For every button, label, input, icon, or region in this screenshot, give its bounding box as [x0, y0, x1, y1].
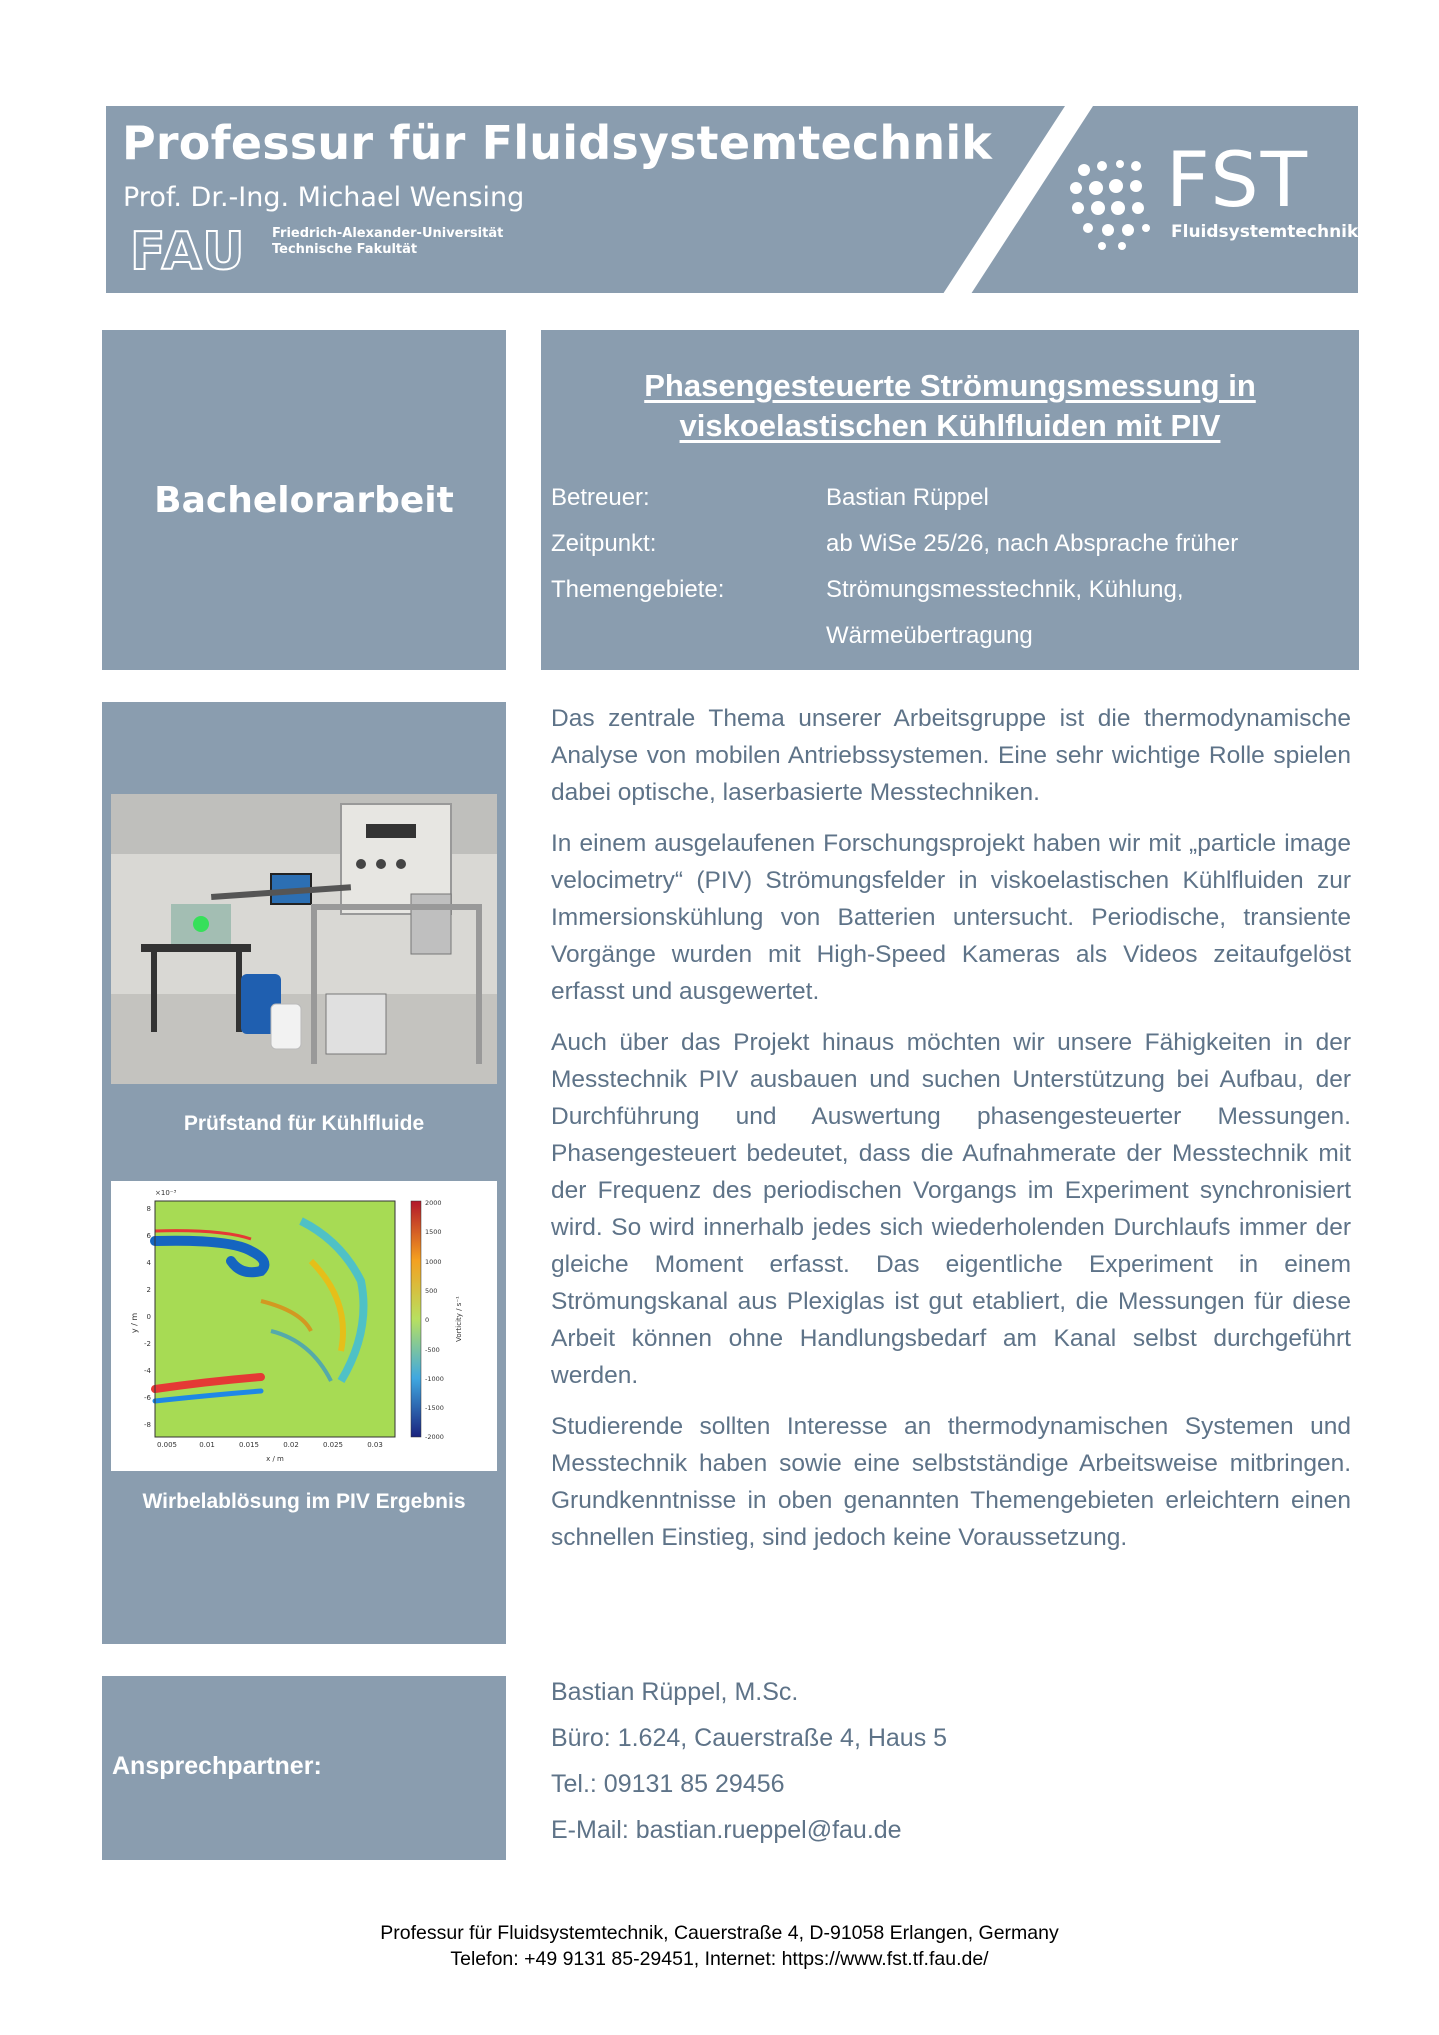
piv-cbar-label: Vorticity / s⁻¹	[455, 1296, 463, 1342]
piv-ytick: 6	[146, 1232, 151, 1240]
piv-cbar-tick: -1000	[425, 1375, 444, 1383]
page-footer	[0, 1920, 1439, 1972]
figure-caption-test-rig: Prüfstand für Kühlfluide	[183, 1112, 425, 1135]
piv-ytick: -2	[144, 1340, 151, 1348]
fau-logo: FAU	[130, 222, 247, 282]
contact-label-box	[102, 1676, 506, 1860]
header-banner	[106, 106, 1358, 293]
piv-ytick: -4	[144, 1367, 151, 1375]
piv-cbar-tick: -500	[425, 1346, 440, 1354]
meta-value-topics: Strömungsmesstechnik, Kühlung,	[826, 576, 1184, 603]
piv-xtick: 0.01	[199, 1441, 215, 1449]
piv-ylabel: y / m	[130, 1312, 139, 1334]
thesis-info-box	[541, 330, 1359, 670]
contact-email[interactable]: E-Mail: bastian.rueppel@fau.de	[551, 1816, 902, 1844]
piv-xtick: 0.015	[238, 1441, 260, 1449]
piv-xlabel: x / m	[266, 1455, 284, 1463]
thesis-title-line2: viskoelastischen Kühlfluiden mit PIV	[679, 408, 1221, 443]
piv-cbar-tick: 1500	[425, 1228, 442, 1236]
thesis-type: Bachelorarbeit	[154, 479, 454, 521]
piv-ytick: 2	[146, 1286, 151, 1294]
contact-label: Ansprechpartner:	[112, 1752, 322, 1780]
thesis-title-line1: Phasengesteuerte Strömungsmessung in	[644, 368, 1256, 403]
fst-logo-subtitle: Fluidsystemtechnik	[1171, 222, 1358, 242]
fau-university-name: Friedrich-Alexander-Universität	[272, 226, 504, 241]
contact-name: Bastian Rüppel, M.Sc.	[551, 1678, 799, 1706]
professor-name: Prof. Dr.-Ing. Michael Wensing	[123, 182, 525, 213]
piv-result-figure	[111, 1181, 497, 1471]
footer-address: Professur für Fluidsystemtechnik, Cauerstraße 4, D-91058 Erlangen, Germany	[380, 1922, 1059, 1944]
piv-ytick: 4	[146, 1259, 151, 1267]
piv-xtick: 0.025	[322, 1441, 344, 1449]
piv-cbar-tick: 500	[425, 1287, 438, 1295]
piv-cbar-tick: 2000	[425, 1199, 442, 1207]
body-paragraph: In einem ausgelaufenen Forschungsprojekt haben wir mit „particle image velocimetry“ (PIV) Strömungsfelder in viskoelastischen Kühlfluiden zur Immersionskühlung von Batterien untersucht. Periodische, transiente Vorgänge wurden mit High-Speed Kameras als Videos zeitaufgelöst erfasst und ausgewertet.	[551, 830, 1351, 1005]
contact-office: Büro: 1.624, Cauerstraße 4, Haus 5	[551, 1724, 948, 1752]
piv-ytick: -6	[144, 1394, 151, 1402]
piv-ytick: -8	[144, 1421, 151, 1429]
chair-title: Professur für Fluidsystemtechnik	[122, 116, 993, 170]
piv-xtick: 0.02	[283, 1441, 299, 1449]
meta-label-time: Zeitpunkt:	[551, 530, 657, 557]
piv-xtick: 0.03	[367, 1441, 383, 1449]
footer-contact: Telefon: +49 9131 85-29451, Internet: https://www.fst.tf.fau.de/	[450, 1948, 989, 1970]
piv-cbar-tick: -2000	[425, 1433, 444, 1441]
contact-phone: Tel.: 09131 85 29456	[551, 1770, 785, 1798]
thesis-type-box	[102, 330, 506, 670]
meta-value-time: ab WiSe 25/26, nach Absprache früher	[826, 530, 1239, 557]
piv-xtick: 0.005	[156, 1441, 178, 1449]
piv-scale-label: ×10⁻³	[155, 1189, 177, 1197]
meta-value-topics-cont: Wärmeübertragung	[826, 622, 1033, 649]
piv-cbar-tick: 1000	[425, 1258, 442, 1266]
fau-faculty-name: Technische Fakultät	[272, 242, 418, 257]
body-paragraph: Auch über das Projekt hinaus möchten wir unsere Fähigkeiten in der Messtechnik PIV ausbauen und suchen Unterstützung bei Aufbau, der Durchführung und Auswertung phasengesteuerter Messungen. Phasengesteuert bedeutet, dass die Aufnahmerate der Messtechnik mit der Frequenz des periodischen Vorgangs im Experiment synchronisiert wird. So wird innerhalb jedes sich wiederholenden Durchlaufs immer der gleiche Moment erfasst. Das eigentliche Experiment in einem Strömungskanal aus Plexiglas ist gut etabliert, die Messungen für diese Arbeit können ohne Handlungsbedarf am Kanal selbst durchgeführt werden.	[551, 1029, 1351, 1389]
fst-dots-icon	[1066, 156, 1162, 252]
body-paragraph: Studierende sollten Interesse an thermodynamischen Systemen und Messtechnik haben sowie eine selbstständige Arbeitsweise mitbringen. Grundkenntnisse in oben genannten Themengebieten erleichtern einen schnellen Einstieg, sind jedoch keine Voraussetzung.	[551, 1413, 1351, 1551]
piv-cbar-tick: 0	[425, 1316, 430, 1324]
meta-value-supervisor: Bastian Rüppel	[826, 484, 989, 511]
meta-label-topics: Themengebiete:	[551, 576, 725, 603]
piv-ytick: 0	[146, 1313, 151, 1321]
description-body	[551, 700, 1351, 1570]
figure-caption-piv: Wirbelablösung im PIV Ergebnis	[142, 1490, 466, 1513]
body-paragraph: Das zentrale Thema unserer Arbeitsgruppe ist die thermodynamische Analyse von mobilen Antriebssystemen. Eine sehr wichtige Rolle spielen dabei optische, laserbasierte Messtechniken.	[551, 705, 1351, 806]
test-rig-photo	[111, 794, 497, 1084]
piv-cbar-tick: -1500	[425, 1404, 444, 1412]
meta-label-supervisor: Betreuer:	[551, 484, 650, 511]
piv-ytick: 8	[146, 1205, 151, 1213]
fst-logo: FST	[1166, 135, 1310, 224]
